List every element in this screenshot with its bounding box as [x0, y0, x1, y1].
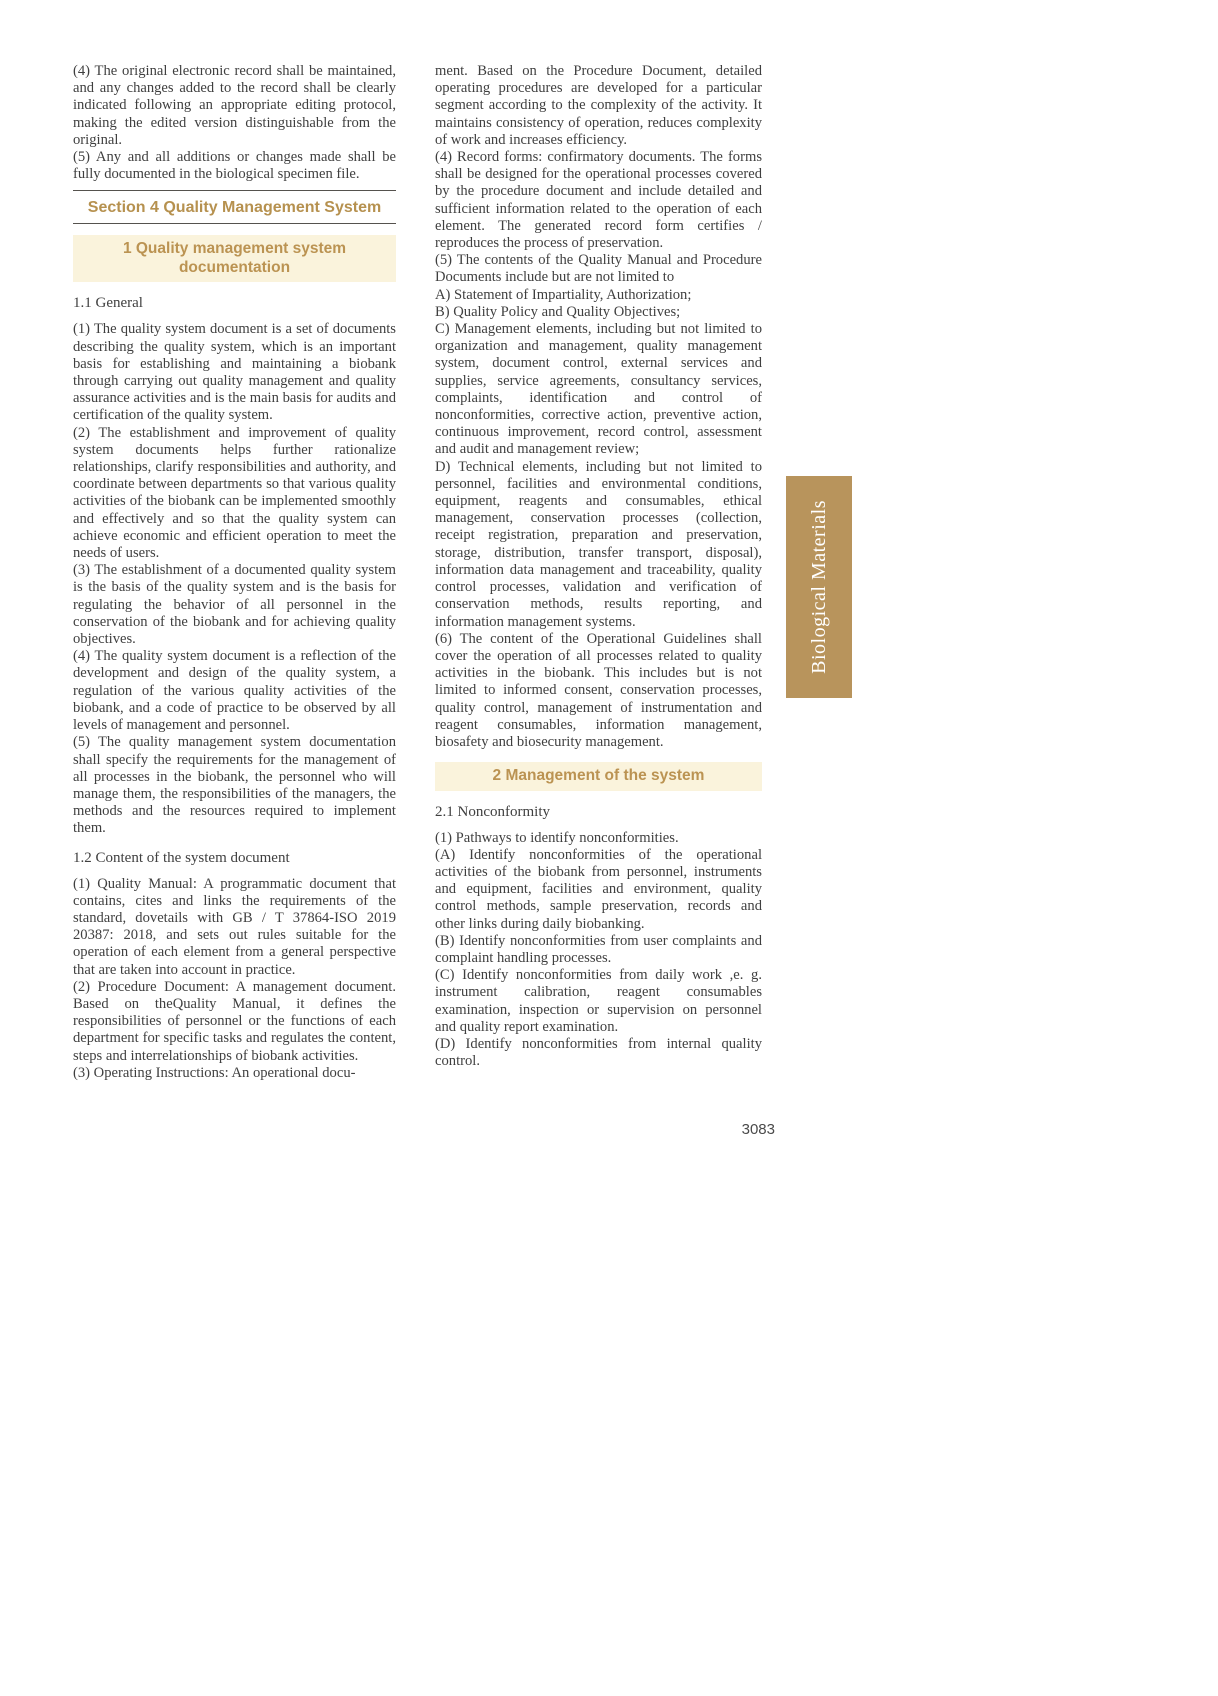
paragraph: (6) The content of the Operational Guidelines shall cover the operation of all processes related to quality activities in the biobank. This includes but is not limited to informed consent, conservation processes, quality control, management of instrumentation and reagent consumables, information management, biosafety and biosecurity management.: [435, 630, 762, 750]
paragraph: (1) Quality Manual: A programmatic document that contains, cites and links the requirements of the standard, dovetails with GB / T 37864-ISO 2019 20387: 2018, and sets out rules suitable for the operation of each element from a general perspective that are taken into account in practice.: [73, 875, 396, 978]
list-item: C) Management elements, including but not limited to organization and management, quality management system, document control, external services and supplies, service agreements, consultancy services, complaints, identification and control of nonconformities, corrective action, preventive action, continuous improvement, record control, assessment and audit and management review;: [435, 321, 762, 458]
chapter-edge-tab: [786, 476, 852, 698]
paragraph: ment. Based on the Procedure Document, detailed operating procedures are developed for a particular segment according to the complexity of the activity. It maintains consistency of operation, reduces complexity of work and increases efficiency.: [435, 63, 762, 148]
list-item: (C) Identify nonconformities from daily work ,e. g. instrument calibration, reagent consumables examination, inspection or supervision on personnel and quality report examination.: [435, 967, 762, 1035]
paragraph: (3) The establishment of a documented quality system is the basis of the quality system and is the basis for regulating the behavior of all personnel in the conservation of the biobank and for achieving quality objectives.: [73, 562, 396, 648]
right-column: [435, 63, 762, 1070]
list-item: B) Quality Policy and Quality Objectives;: [435, 303, 681, 320]
clause-heading: 2.1 Nonconformity: [435, 803, 550, 820]
paragraph: (3) Operating Instructions: An operational docu-: [73, 1064, 356, 1081]
paragraph: (5) Any and all additions or changes made shall be fully documented in the biological specimen file.: [73, 149, 396, 183]
page-number: 3083: [741, 1121, 775, 1138]
subsection-band-heading: 2 Management of the system: [435, 762, 762, 791]
paragraph: (5) The contents of the Quality Manual and Procedure Documents include but are not limited to: [435, 252, 762, 286]
section-heading: Section 4 Quality Management System: [73, 190, 396, 224]
subsection-band-heading: 1 Quality management system documentation: [73, 235, 396, 282]
list-item: (D) Identify nonconformities from internal quality control.: [435, 1036, 762, 1070]
paragraph: (5) The quality management system documentation shall specify the requirements for the management of all processes in the biobank, the personnel who will manage them, the responsibilities of the managers, the methods and the resources required to implement them.: [73, 734, 396, 837]
paragraph: (4) The original electronic record shall be maintained, and any changes added to the record shall be clearly indicated following an appropriate editing protocol, making the edited version distinguishable from the original.: [73, 63, 396, 148]
list-item: (B) Identify nonconformities from user complaints and complaint handling processes.: [435, 932, 762, 967]
clause-heading: 1.2 Content of the system document: [73, 849, 290, 866]
paragraph: (2) Procedure Document: A management document. Based on theQuality Manual, it defines the responsibilities of personnel or the functions of each department for specific tasks and regulates the content, steps and interrelationships of biobank activities.: [73, 978, 396, 1064]
list-item: A) Statement of Impartiality, Authorization;: [435, 286, 692, 303]
paragraph: (4) Record forms: confirmatory documents. The forms shall be designed for the operational processes covered by the procedure document and include detailed and sufficient information related to the operation of each element. The generated record form certifies / reproduces the process of preservation.: [435, 149, 762, 252]
left-column: [73, 63, 396, 1082]
chapter-edge-tab-label: Biological Materials: [807, 500, 830, 674]
clause-heading: 1.1 General: [73, 295, 143, 312]
paragraph: (1) Pathways to identify nonconformities.: [435, 829, 679, 846]
paragraph: (4) The quality system document is a reflection of the development and design of the quality system, a regulation of the various quality activities of the biobank, and a code of practice to be observed by all levels of management and personnel.: [73, 648, 396, 734]
paragraph: (2) The establishment and improvement of quality system documents helps further rationalize relationships, clarify responsibilities and authority, and coordinate between departments so that various quality activities of the biobank can be implemented smoothly and effectively and so that the quality system can achieve economic and efficient operation to meet the needs of users.: [73, 424, 396, 562]
paragraph: (1) The quality system document is a set of documents describing the quality system, which is an important basis for establishing and maintaining a biobank through carrying out quality management and quality assurance activities and is the main basis for audits and certification of the quality system.: [73, 321, 396, 424]
list-item: D) Technical elements, including but not limited to personnel, facilities and environmental conditions, equipment, reagents and consumables, ethical management, conservation processes (collection, receipt registration, preparation and preservation, storage, distribution, transfer transport, disposal), information data management and traceability, quality control processes, validation and verification of conservation methods, results reporting, and information management systems.: [435, 458, 762, 630]
list-item: (A) Identify nonconformities of the operational activities of the biobank from personnel, instruments and equipment, facilities and environment, quality control methods, sample preservation, records and other links during daily biobanking.: [435, 846, 762, 932]
